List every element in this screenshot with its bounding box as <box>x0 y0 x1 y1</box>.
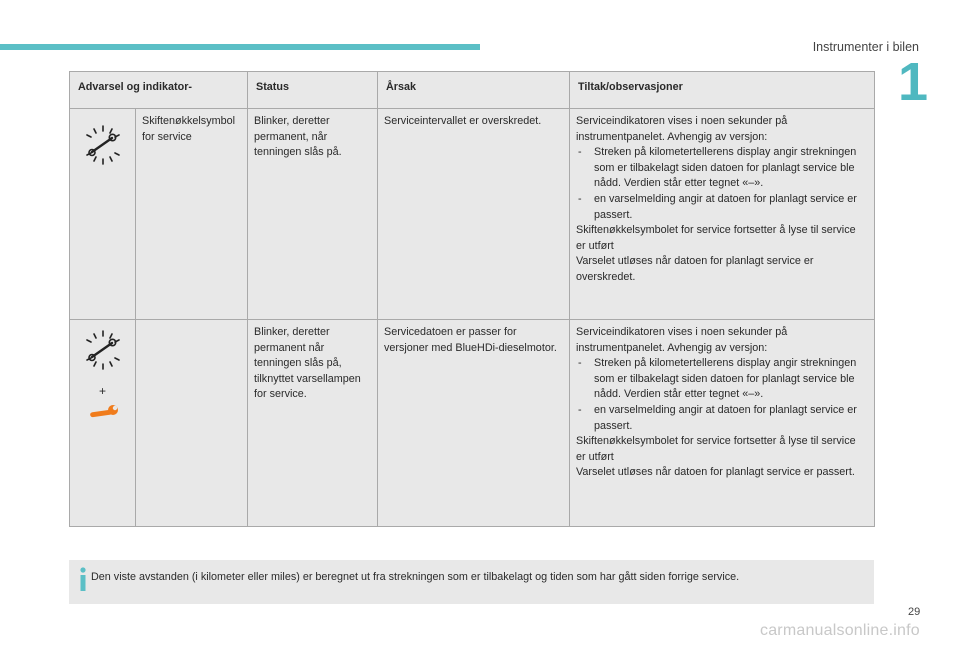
warning-table <box>69 71 875 527</box>
status-cell: Blinker, deretter permanent når tenningen slås på, tilknyttet varsellampen for service. <box>248 320 378 527</box>
column-header: Status <box>248 72 378 109</box>
action-list <box>576 356 868 434</box>
accent-bar <box>0 44 480 50</box>
column-header: Tiltak/observasjoner <box>570 72 875 109</box>
list-item: - Streken på kilometertellerens display angir strekningen som er tilbakelagt siden datoen for planlagt service ble nådd. Verdien står etter tegnet «–». <box>576 145 868 192</box>
column-header: Advarsel og indikator- <box>70 72 248 109</box>
list-item: - en varselmelding angir at datoen for planlagt service er passert. <box>576 403 868 434</box>
list-item: - Streken på kilometertellerens display angir strekningen som er tilbakelagt siden datoen for planlagt service ble nådd. Verdien står etter tegnet «–». <box>576 356 868 403</box>
plus-sign: + <box>98 383 106 398</box>
cause-cell: Servicedatoen er passer for versjoner med BlueHDi-dieselmotor. <box>378 320 570 527</box>
page-number: 29 <box>908 606 921 618</box>
info-text: Den viste avstanden (i kilometer eller miles) er beregnet ut fra strekningen som er tilbakelagt og tiden som har gått siden forrige service. <box>91 571 740 583</box>
action-note: Varselet utløses når datoen for planlagt service er passert. <box>576 466 855 479</box>
table-row <box>70 109 875 320</box>
section-title: Instrumenter i bilen <box>812 40 919 54</box>
action-note: Varselet utløses når datoen for planlagt service er overskredet. <box>576 255 814 283</box>
indicator-label <box>136 320 248 527</box>
cause-cell: Serviceintervallet er overskredet. <box>378 109 570 320</box>
list-item: - en varselmelding angir at datoen for planlagt service er passert. <box>576 192 868 223</box>
info-box <box>69 560 874 604</box>
action-intro: Serviceindikatoren vises i noen sekunder på instrumentpanelet. Avhengig av versjon: <box>576 115 788 143</box>
orange-wrench-icon <box>87 403 119 423</box>
action-note: Skiftenøkkelsymbolet for service fortsetter å lyse til service er utført <box>576 224 856 252</box>
service-wrench-icon <box>81 123 125 167</box>
action-note: Skiftenøkkelsymbolet for service fortsetter å lyse til service er utført <box>576 435 856 463</box>
column-header: Årsak <box>378 72 570 109</box>
service-wrench-icon <box>81 328 125 372</box>
action-cell <box>570 109 875 320</box>
action-intro: Serviceindikatoren vises i noen sekunder på instrumentpanelet. Avhengig av versjon: <box>576 326 788 354</box>
action-list <box>576 145 868 223</box>
watermark: carmanualsonline.info <box>760 622 920 639</box>
symbol-cell <box>70 109 136 320</box>
action-cell <box>570 320 875 527</box>
table-header-row <box>70 72 875 109</box>
info-icon <box>76 566 90 592</box>
chapter-number: 1 <box>898 52 929 112</box>
symbol-cell <box>70 320 136 527</box>
indicator-label: Skiftenøkkelsymbol for service <box>136 109 248 320</box>
status-cell: Blinker, deretter permanent, når tenningen slås på. <box>248 109 378 320</box>
table-row <box>70 320 875 527</box>
